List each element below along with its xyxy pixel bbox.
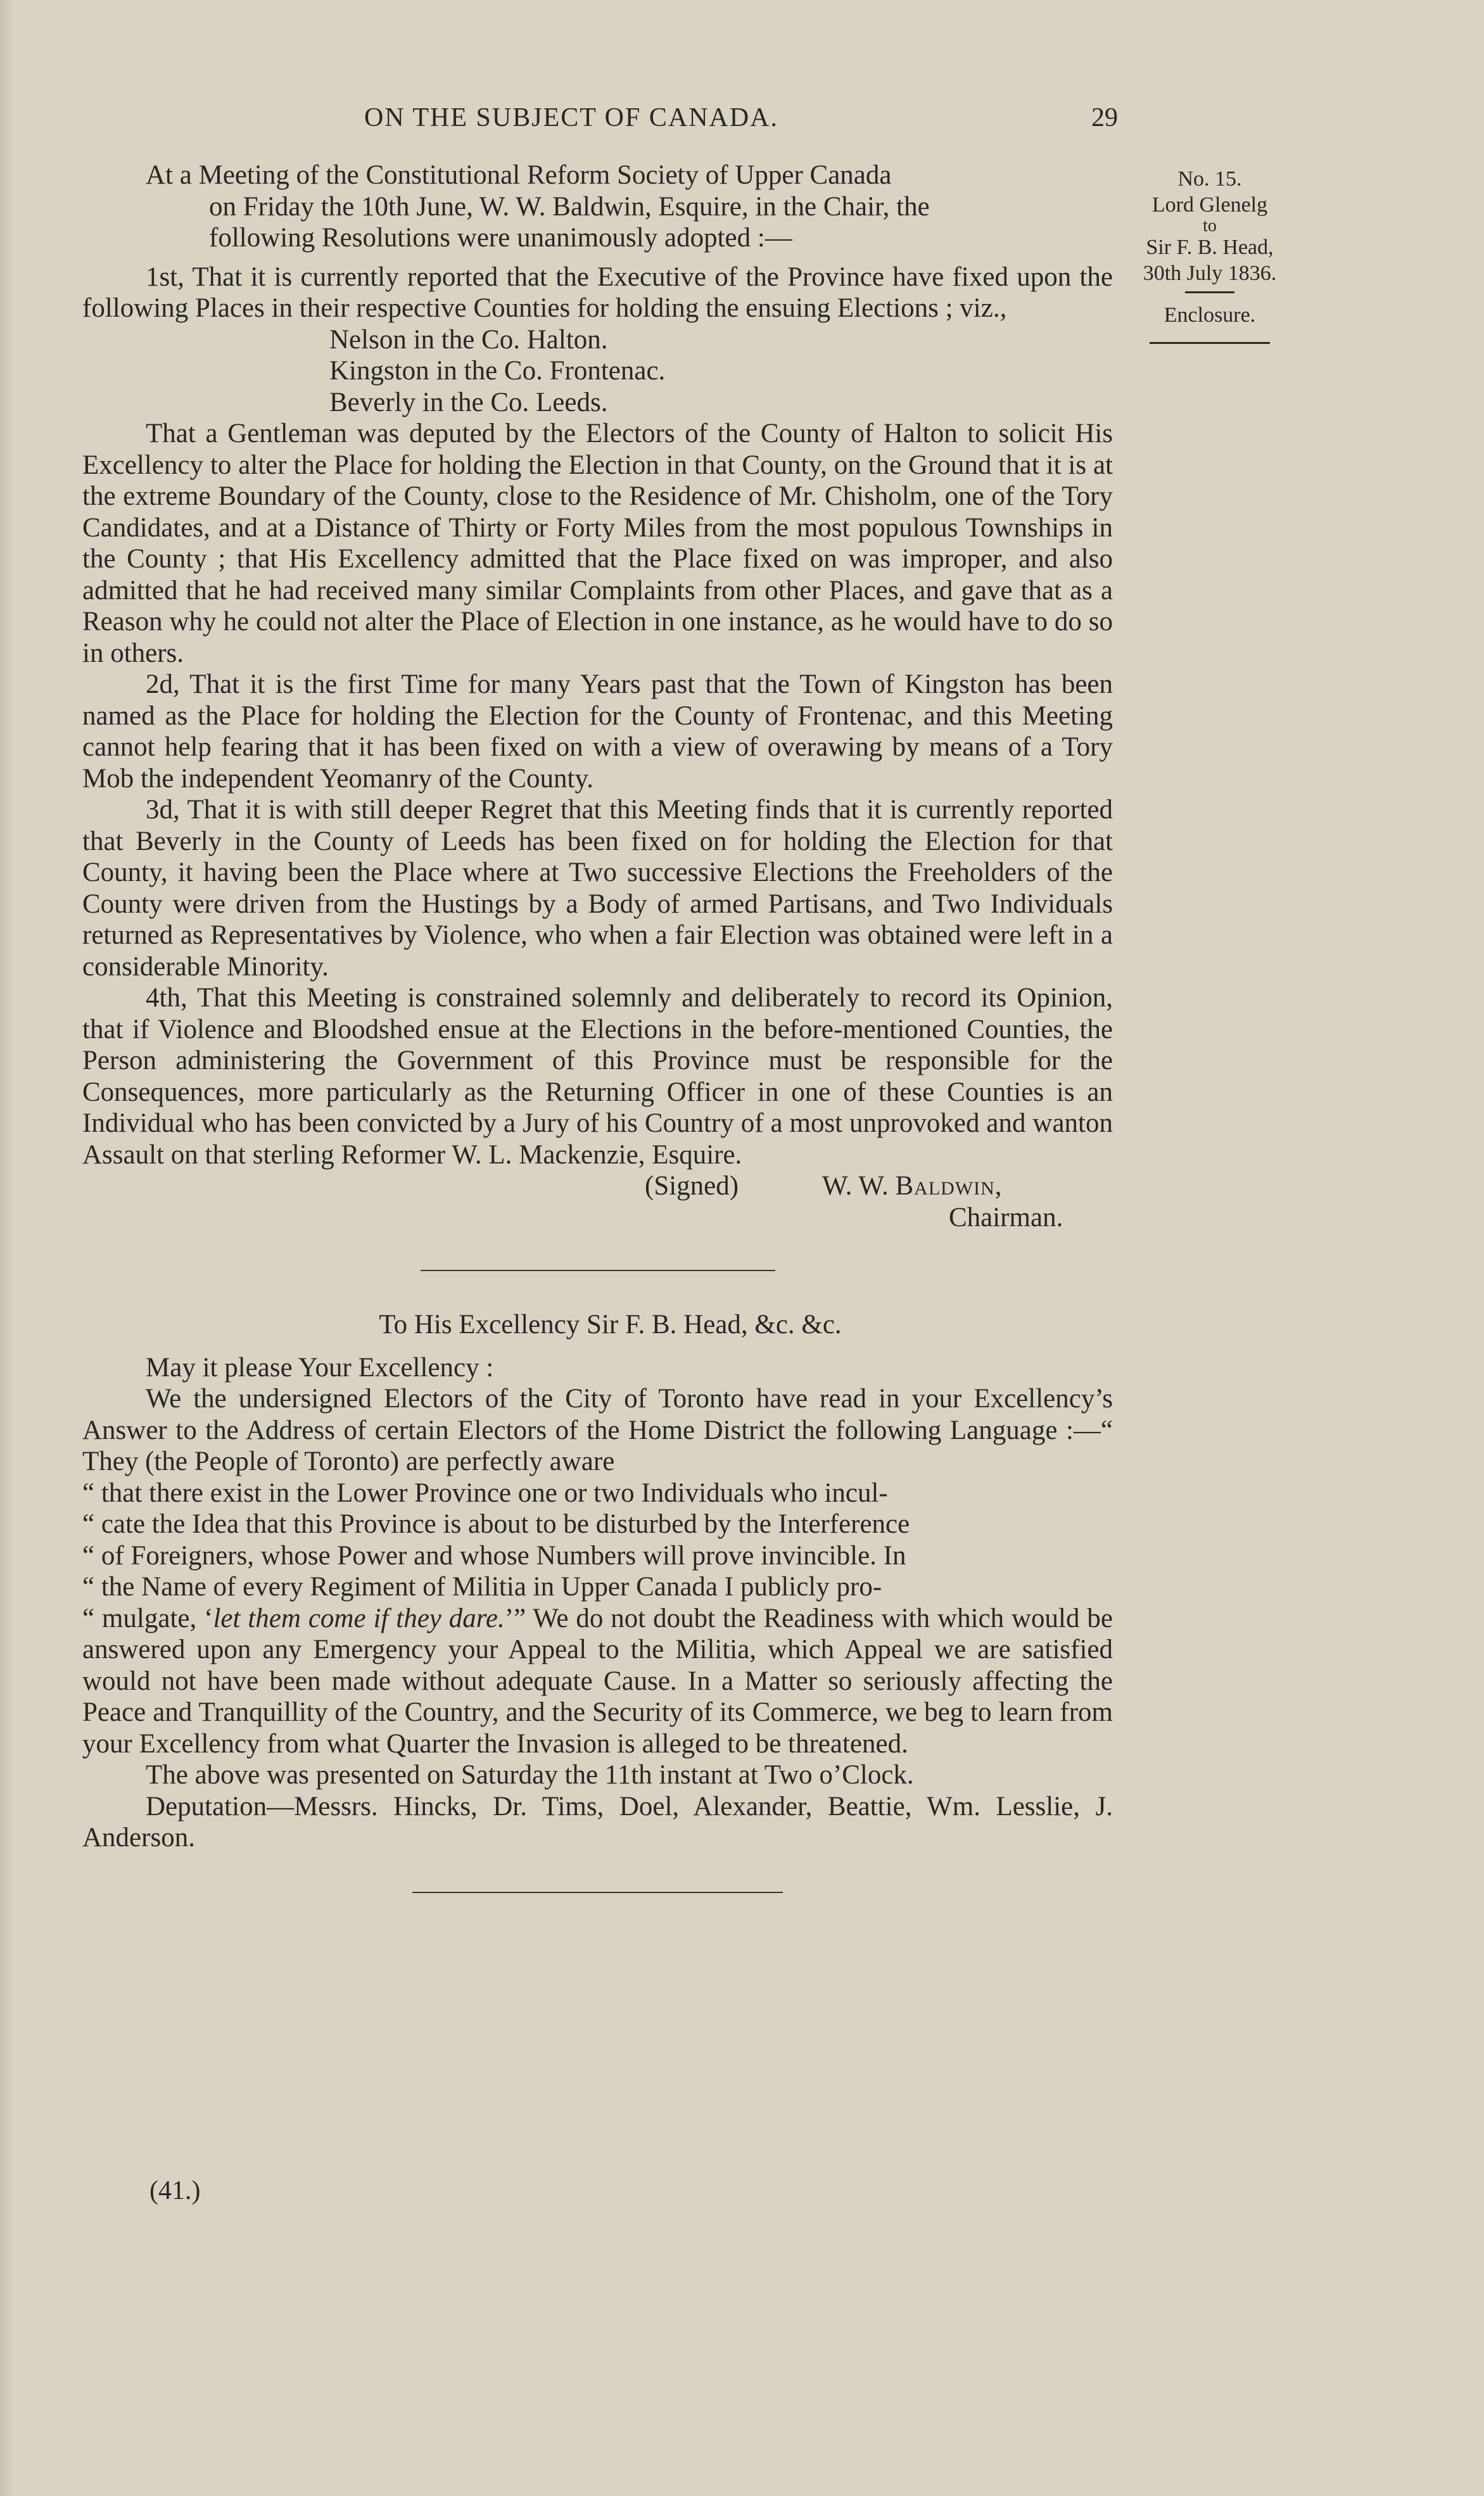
resolution-4: 4th, That this Meeting is constrained solemnly and deliberately to record its Opinion, that if Violence and Bloodshed ensue at the Elections in the before-mentioned Counties, the Person administering the Government of this Province must be responsible for the Consequences, more particularly as the Returning Officer in one of these Counties is an Individual who has been convicted by a Jury of his Country of a most unprovoked and wanton Assault on that sterling Reformer W. L. Mackenzie, Esquire.	[82, 983, 1113, 1170]
presented-note: The above was presented on Saturday the 11th instant at Two o’Clock.	[146, 1760, 914, 1790]
place-item: Beverly in the Co. Leeds.	[329, 387, 608, 417]
address-paragraph	[82, 1383, 1113, 1478]
resolution-3: 3d, That it is with still deeper Regret that this Meeting finds that it is currently reported that Beverly in the County of Leeds has been fixed on for holding the Election for that County, it having been the Place where at Two successive Elections the Freeholders of the County were driven from the Hustings by a Body of armed Partisans, and Two Individuals returned as Representatives by Violence, who when a fair Election was obtained were left in a considerable Minority.	[82, 795, 1113, 982]
signed-label: (Signed)	[645, 1171, 739, 1201]
margin-note-date: 30th July 1836.	[1143, 262, 1277, 285]
margin-note-recipient: Sir F. B. Head,	[1146, 236, 1274, 259]
quote-final-prefix: “ mulgate, ‘	[82, 1603, 213, 1633]
section-divider	[421, 1270, 775, 1271]
signed-name	[822, 1170, 1003, 1202]
quote-line: “ the Name of every Regiment of Militia in Upper Canada I publicly pro-	[82, 1572, 882, 1602]
signature-block	[82, 1170, 1113, 1233]
address-heading: To His Excellency Sir F. B. Head, &c. &c.	[379, 1310, 842, 1340]
resolution-1: 1st, That it is currently reported that the Executive of the Province have fixed upon the following Places in their respective Counties for holding the ensuing Elections ; viz.,	[82, 262, 1113, 323]
signed-role: Chairman.	[949, 1202, 1063, 1232]
margin-note-label: Enclosure.	[1164, 303, 1256, 327]
place-item: Nelson in the Co. Halton.	[329, 324, 608, 355]
resolution-2: 2d, That it is the first Time for many Years past that the Town of Kingston has been named as the Place for holding the Election for the County of Frontenac, and this Meeting cannot help fearing that it has been fixed on with a view of overawing by means of a Tory Mob the independent Yeomanry of the County.	[82, 669, 1113, 794]
place-list	[82, 324, 1113, 419]
document-body	[82, 160, 1113, 1893]
margin-note-from: Lord Glenelg	[1151, 193, 1268, 217]
meeting-heading-line-2: on Friday the 10th June, W. W. Baldwin, Esquire, in the Chair, the	[209, 191, 930, 222]
signed-initials: W. W.	[822, 1171, 889, 1201]
address-paragraph-rest: We do not doubt the Readiness with which would be answered upon any Emergency your Appeal to the Militia, which Appeal we are satisfied would not have been made without adequate Cause. In a Matter so seriously affecting the Peace and Tranquillity of the Country, and the Security of its Commerce, we beg to learn from your Excellency from what Quarter the Invasion is alleged to be threatened.	[82, 1603, 1113, 1759]
running-head: ON THE SUBJECT OF CANADA.	[364, 103, 779, 132]
quote-line: “ cate the Idea that this Province is about to be disturbed by the Interference	[82, 1509, 910, 1539]
page-number: 29	[1091, 103, 1118, 132]
signed-surname: Baldwin,	[895, 1171, 1003, 1201]
quote-line: “ that there exist in the Lower Province one or two Individuals who incul-	[82, 1478, 888, 1508]
margin-note-to: to	[1203, 216, 1217, 236]
quote-italic: let them come if they dare.	[213, 1603, 505, 1633]
meeting-heading-line-1: At a Meeting of the Constitutional Reform Society of Upper Canada	[146, 160, 892, 190]
margin-note	[1131, 166, 1289, 344]
address-paragraph-tail	[82, 1603, 1113, 1760]
margin-note-number: No. 15.	[1177, 167, 1242, 191]
margin-note-rule	[1185, 291, 1234, 293]
end-divider	[412, 1892, 783, 1893]
meeting-heading	[82, 160, 1113, 254]
page-edge-shadow	[0, 0, 14, 2496]
footer-signature-mark: (41.)	[149, 2176, 201, 2205]
page-header	[364, 103, 1118, 147]
resolution-1-continued: That a Gentleman was deputed by the Electors of the County of Halton to solicit His Excellency to alter the Place for holding the Election in that County, on the Ground that it is at the extreme Boundary of the County, close to the Residence of Mr. Chisholm, one of the Tory Candidates, and at a Distance of Thirty or Forty Miles from the most populous Townships in the County ; that His Excellency admitted that the Place fixed on was improper, and also admitted that he had received many similar Complaints from other Places, and gave that as a Reason why he could not alter the Place of Election in one instance, as he would have to do so in others.	[82, 419, 1113, 668]
deputation-note: Deputation—Messrs. Hincks, Dr. Tims, Doel, Alexander, Beattie, Wm. Lesslie, J. Anderson.	[82, 1791, 1113, 1853]
meeting-heading-line-3: following Resolutions were unanimously adopted :—	[209, 223, 792, 253]
address-paragraph-lead: We the undersigned Electors of the City of Toronto have read in your Excellency’s Answer to the Address of certain Electors of the Home District the following Language :—“ They (the People of Toronto) are perfectly aware	[82, 1384, 1113, 1476]
place-item: Kingston in the Co. Frontenac.	[329, 356, 666, 386]
quote-line: “ of Foreigners, whose Power and whose Numbers will prove invincible. In	[82, 1540, 906, 1571]
address-salutation: May it please Your Excellency :	[146, 1352, 494, 1383]
quote-final-suffix: ’”	[504, 1603, 526, 1633]
margin-note-rule-long	[1150, 342, 1270, 344]
